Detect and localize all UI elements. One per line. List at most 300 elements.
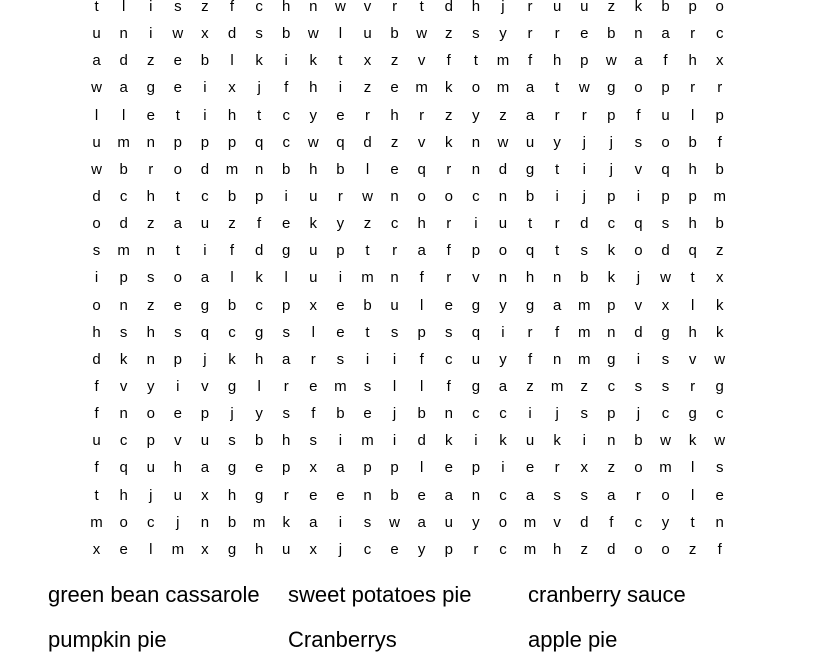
grid-letter: z <box>146 215 155 233</box>
grid-letter: r <box>473 540 479 558</box>
grid-letter: s <box>255 25 263 43</box>
grid-letter: w <box>497 133 509 151</box>
grid-letter: o <box>173 160 182 178</box>
grid-letter: f <box>636 106 641 124</box>
grid-letter: i <box>149 25 153 43</box>
grid-letter: i <box>501 323 505 341</box>
grid-letter: p <box>580 52 589 70</box>
grid-letter: k <box>715 323 724 341</box>
grid-letter: k <box>445 133 453 151</box>
grid-letter: i <box>636 350 641 368</box>
grid-letter: e <box>417 486 426 504</box>
grid-letter: n <box>607 432 616 450</box>
grid-letter: d <box>607 540 616 558</box>
grid-letter: e <box>390 160 399 178</box>
grid-letter: f <box>717 133 722 151</box>
grid-letter: b <box>417 405 426 423</box>
grid-letter: u <box>444 513 453 531</box>
grid-letter: k <box>553 432 561 450</box>
grid-letter: r <box>690 79 696 97</box>
grid-letter: f <box>257 215 262 233</box>
grid-letter: k <box>282 513 290 531</box>
grid-letter: j <box>582 188 586 206</box>
grid-letter: i <box>582 432 586 450</box>
grid-letter: j <box>582 133 586 151</box>
word-item: pumpkin pie <box>48 627 167 652</box>
grid-letter: x <box>715 269 724 287</box>
grid-letter: f <box>663 52 668 70</box>
grid-letter: q <box>634 215 643 233</box>
grid-letter: l <box>338 25 343 43</box>
grid-letter: r <box>310 350 316 368</box>
grid-letter: z <box>201 0 209 16</box>
grid-letter: f <box>527 350 533 368</box>
grid-letter: r <box>337 188 343 206</box>
letter-grid <box>83 0 733 563</box>
grid-letter: s <box>282 405 290 423</box>
grid-letter: q <box>525 242 535 260</box>
grid-letter: w <box>416 25 428 43</box>
grid-letter: n <box>146 133 155 151</box>
grid-letter: h <box>688 215 697 233</box>
grid-letter: d <box>92 350 101 368</box>
grid-letter: p <box>254 188 264 206</box>
grid-letter: z <box>146 296 155 314</box>
grid-letter: i <box>203 242 207 260</box>
grid-letter: b <box>227 188 237 206</box>
grid-letter: a <box>525 106 535 124</box>
grid-letter: f <box>717 540 722 558</box>
grid-letter: y <box>472 106 480 124</box>
grid-letter: d <box>200 160 210 178</box>
grid-letter: g <box>471 296 481 314</box>
grid-letter: r <box>446 269 452 287</box>
grid-letter: c <box>715 405 724 423</box>
grid-letter: w <box>389 513 400 531</box>
grid-letter: p <box>417 323 426 341</box>
grid-letter: o <box>444 188 453 206</box>
grid-letter: s <box>445 323 453 341</box>
grid-letter: h <box>688 160 697 178</box>
grid-letter: d <box>498 160 508 178</box>
grid-letter: e <box>336 106 345 124</box>
grid-letter: r <box>554 459 560 477</box>
grid-letter: g <box>688 405 697 423</box>
grid-letter: c <box>499 405 507 423</box>
grid-letter: m <box>577 323 591 341</box>
grid-letter: l <box>420 296 424 314</box>
grid-letter: h <box>525 269 535 287</box>
grid-letter: j <box>609 160 613 178</box>
grid-letter: y <box>499 350 507 368</box>
grid-letter: l <box>690 106 695 124</box>
grid-letter: r <box>554 106 560 124</box>
grid-letter: g <box>146 79 155 97</box>
grid-letter: e <box>525 459 535 477</box>
grid-letter: p <box>200 405 210 423</box>
grid-letter: m <box>496 79 510 97</box>
grid-letter: p <box>715 106 724 124</box>
grid-letter: d <box>363 133 372 151</box>
grid-letter: q <box>417 160 426 178</box>
grid-letter: c <box>363 540 372 558</box>
grid-letter: n <box>390 188 399 206</box>
grid-letter: d <box>254 242 264 260</box>
grid-letter: g <box>254 486 264 504</box>
grid-letter: n <box>607 323 616 341</box>
grid-letter: r <box>527 323 533 341</box>
grid-letter: h <box>146 188 155 206</box>
grid-letter: z <box>580 378 588 396</box>
grid-letter: x <box>201 25 209 43</box>
grid-letter: w <box>362 188 373 206</box>
grid-letter: i <box>474 432 478 450</box>
grid-letter: g <box>607 79 616 97</box>
grid-letter: w <box>307 25 319 43</box>
grid-letter: e <box>715 486 724 504</box>
grid-letter: u <box>146 459 155 477</box>
grid-letter: l <box>121 0 126 16</box>
grid-letter: o <box>634 540 643 558</box>
grid-letter: r <box>527 25 533 43</box>
grid-letter: n <box>552 350 562 368</box>
grid-letter: k <box>607 269 616 287</box>
grid-letter: g <box>282 242 291 260</box>
grid-letter: b <box>580 269 589 287</box>
grid-letter: m <box>577 350 591 368</box>
grid-letter: y <box>255 405 263 423</box>
grid-letter: o <box>634 79 643 97</box>
grid-letter: p <box>688 188 697 206</box>
grid-letter: b <box>282 25 291 43</box>
grid-letter: u <box>92 25 101 43</box>
grid-letter: c <box>661 405 670 423</box>
grid-letter: d <box>634 323 643 341</box>
grid-letter: v <box>417 133 426 151</box>
grid-letter: z <box>363 79 372 97</box>
grid-letter: s <box>390 323 399 341</box>
grid-letter: d <box>119 52 128 70</box>
grid-letter: o <box>119 513 128 531</box>
grid-letter: c <box>119 188 128 206</box>
grid-letter: g <box>471 378 481 396</box>
grid-letter: c <box>201 188 209 206</box>
grid-letter: i <box>392 432 397 450</box>
grid-letter: m <box>361 269 374 287</box>
grid-letter: p <box>200 133 210 151</box>
grid-letter: g <box>227 459 237 477</box>
grid-letter: u <box>282 540 291 558</box>
grid-letter: k <box>445 432 453 450</box>
grid-letter: h <box>227 486 237 504</box>
grid-letter: e <box>309 486 318 504</box>
grid-letter: s <box>634 378 643 396</box>
grid-letter: o <box>661 486 670 504</box>
grid-letter: s <box>363 378 372 396</box>
grid-letter: e <box>173 405 182 423</box>
grid-letter: x <box>201 540 209 558</box>
grid-letter: s <box>228 432 236 450</box>
grid-letter: c <box>634 513 643 531</box>
grid-letter: e <box>119 540 128 558</box>
grid-letter: h <box>254 540 264 558</box>
grid-letter: l <box>690 296 695 314</box>
grid-letter: s <box>715 459 724 477</box>
grid-letter: t <box>175 106 180 124</box>
grid-letter: r <box>364 106 370 124</box>
grid-letter: b <box>390 25 399 43</box>
grid-letter: b <box>715 160 724 178</box>
grid-letter: l <box>230 269 234 287</box>
grid-letter: w <box>714 432 726 450</box>
grid-letter: k <box>309 215 318 233</box>
grid-letter: r <box>527 0 533 16</box>
grid-letter: t <box>419 0 424 16</box>
grid-letter: h <box>119 486 128 504</box>
grid-letter: r <box>392 242 398 260</box>
grid-letter: y <box>336 215 345 233</box>
grid-letter: j <box>392 405 397 423</box>
grid-letter: f <box>229 0 235 16</box>
grid-letter: y <box>417 540 426 558</box>
grid-letter: s <box>661 215 670 233</box>
grid-letter: p <box>661 188 670 206</box>
grid-letter: e <box>309 378 318 396</box>
grid-letter: p <box>607 296 616 314</box>
grid-letter: c <box>282 106 290 124</box>
grid-letter: w <box>660 269 671 287</box>
grid-letter: b <box>200 52 210 70</box>
grid-letter: f <box>419 269 424 287</box>
grid-letter: u <box>525 432 535 450</box>
grid-letter: m <box>117 242 130 260</box>
grid-letter: t <box>555 160 560 178</box>
grid-letter: i <box>582 160 586 178</box>
grid-letter: z <box>390 133 399 151</box>
grid-letter: j <box>338 540 343 558</box>
grid-letter: z <box>445 106 453 124</box>
grid-letter: b <box>254 432 264 450</box>
grid-letter: w <box>714 350 726 368</box>
grid-letter: e <box>363 405 372 423</box>
grid-letter: c <box>255 296 263 314</box>
grid-letter: o <box>498 242 508 260</box>
grid-letter: a <box>92 52 101 70</box>
grid-letter: s <box>661 350 670 368</box>
grid-letter: o <box>471 79 481 97</box>
grid-letter: b <box>336 160 345 178</box>
grid-letter: r <box>446 160 452 178</box>
grid-letter: f <box>609 513 614 531</box>
grid-letter: e <box>173 296 182 314</box>
grid-letter: h <box>92 323 101 341</box>
grid-letter: t <box>365 323 370 341</box>
word-item: Cranberrys <box>288 627 397 652</box>
grid-letter: o <box>498 513 508 531</box>
grid-letter: o <box>92 296 101 314</box>
grid-letter: t <box>473 52 478 70</box>
grid-letter: t <box>175 242 180 260</box>
grid-letter: q <box>200 323 210 341</box>
grid-letter: l <box>311 323 315 341</box>
grid-letter: t <box>690 513 695 531</box>
grid-letter: s <box>580 405 588 423</box>
grid-letter: t <box>257 106 262 124</box>
grid-letter: f <box>229 242 235 260</box>
grid-letter: h <box>688 323 697 341</box>
grid-letter: c <box>499 540 507 558</box>
grid-letter: j <box>636 405 641 423</box>
grid-letter: m <box>523 513 537 531</box>
grid-letter: n <box>498 269 508 287</box>
grid-letter: z <box>499 106 507 124</box>
grid-letter: x <box>715 52 724 70</box>
grid-letter: u <box>200 432 210 450</box>
grid-letter: i <box>284 52 288 70</box>
grid-letter: g <box>200 296 210 314</box>
grid-letter: c <box>607 215 616 233</box>
grid-letter: h <box>552 52 562 70</box>
grid-letter: f <box>446 52 451 70</box>
grid-letter: t <box>555 79 560 97</box>
grid-letter: c <box>255 0 263 16</box>
grid-letter: s <box>336 350 345 368</box>
word-item: cranberry sauce <box>528 582 686 607</box>
grid-letter: z <box>688 540 697 558</box>
grid-letter: l <box>94 106 99 124</box>
grid-letter: k <box>688 432 697 450</box>
grid-letter: l <box>149 540 153 558</box>
grid-letter: r <box>690 378 696 396</box>
grid-letter: z <box>607 0 616 16</box>
grid-letter: o <box>634 242 643 260</box>
grid-letter: k <box>499 432 507 450</box>
grid-letter: e <box>146 106 155 124</box>
grid-letter: m <box>550 378 564 396</box>
grid-letter: i <box>94 269 99 287</box>
grid-letter: z <box>715 242 724 260</box>
grid-letter: b <box>525 188 535 206</box>
grid-letter: g <box>715 378 724 396</box>
grid-letter: g <box>525 296 535 314</box>
grid-letter: e <box>173 52 182 70</box>
grid-letter: p <box>471 459 481 477</box>
grid-letter: i <box>338 513 343 531</box>
grid-letter: w <box>578 79 590 97</box>
grid-letter: g <box>525 160 535 178</box>
grid-letter: i <box>528 405 532 423</box>
grid-letter: i <box>176 378 180 396</box>
grid-letter: g <box>607 350 616 368</box>
grid-letter: e <box>336 323 345 341</box>
grid-letter: t <box>338 52 343 70</box>
grid-letter: e <box>173 79 182 97</box>
grid-letter: x <box>201 486 209 504</box>
grid-letter: u <box>173 486 182 504</box>
grid-letter: d <box>119 215 128 233</box>
grid-letter: o <box>715 0 724 16</box>
grid-letter: i <box>365 350 370 368</box>
grid-letter: c <box>282 133 290 151</box>
grid-letter: e <box>282 215 291 233</box>
grid-letter: p <box>227 133 237 151</box>
grid-letter: w <box>307 133 319 151</box>
word-item: sweet potatoes pie <box>288 582 472 607</box>
grid-letter: s <box>634 133 643 151</box>
grid-letter: o <box>417 188 426 206</box>
grid-letter: b <box>227 296 237 314</box>
grid-letter: e <box>336 296 345 314</box>
grid-letter: e <box>580 25 589 43</box>
grid-letter: v <box>363 0 372 16</box>
grid-letter: p <box>444 540 453 558</box>
grid-letter: v <box>688 350 697 368</box>
grid-letter: e <box>444 296 453 314</box>
grid-letter: h <box>227 106 237 124</box>
grid-letter: r <box>717 79 723 97</box>
grid-letter: i <box>284 188 288 206</box>
grid-letter: q <box>661 160 670 178</box>
grid-letter: p <box>282 296 291 314</box>
grid-letter: r <box>283 486 289 504</box>
grid-letter: n <box>363 486 372 504</box>
grid-letter: p <box>607 188 616 206</box>
grid-letter: j <box>501 0 505 16</box>
grid-letter: l <box>690 486 695 504</box>
grid-letter: n <box>254 160 264 178</box>
grid-letter: i <box>474 215 478 233</box>
grid-letter: l <box>392 378 397 396</box>
grid-letter: u <box>390 296 399 314</box>
grid-letter: n <box>390 269 399 287</box>
grid-letter: d <box>92 188 101 206</box>
grid-letter: x <box>580 459 588 477</box>
grid-letter: y <box>499 296 507 314</box>
grid-letter: g <box>661 323 670 341</box>
grid-letter: d <box>580 513 589 531</box>
grid-letter: r <box>581 106 587 124</box>
grid-letter: z <box>146 52 155 70</box>
grid-letter: u <box>309 269 318 287</box>
grid-letter: w <box>91 160 102 178</box>
grid-letter: u <box>525 133 535 151</box>
grid-letter: p <box>607 405 616 423</box>
grid-letter: w <box>605 52 617 70</box>
grid-letter: b <box>661 0 670 16</box>
grid-letter: l <box>257 378 261 396</box>
grid-letter: x <box>228 79 236 97</box>
grid-letter: g <box>227 378 237 396</box>
grid-letter: s <box>174 0 182 16</box>
grid-letter: f <box>555 323 560 341</box>
grid-letter: n <box>119 25 128 43</box>
grid-letter: x <box>309 296 318 314</box>
grid-letter: b <box>119 160 128 178</box>
grid-letter: a <box>661 25 670 43</box>
grid-letter: z <box>526 378 534 396</box>
grid-letter: u <box>309 188 318 206</box>
grid-letter: j <box>257 79 261 97</box>
grid-letter: s <box>553 486 561 504</box>
grid-letter: e <box>336 486 345 504</box>
grid-letter: l <box>230 52 234 70</box>
grid-letter: p <box>173 133 182 151</box>
grid-letter: n <box>634 25 643 43</box>
grid-letter: j <box>636 269 641 287</box>
word-list <box>48 580 768 670</box>
grid-letter: i <box>149 0 153 16</box>
grid-letter: m <box>117 133 130 151</box>
